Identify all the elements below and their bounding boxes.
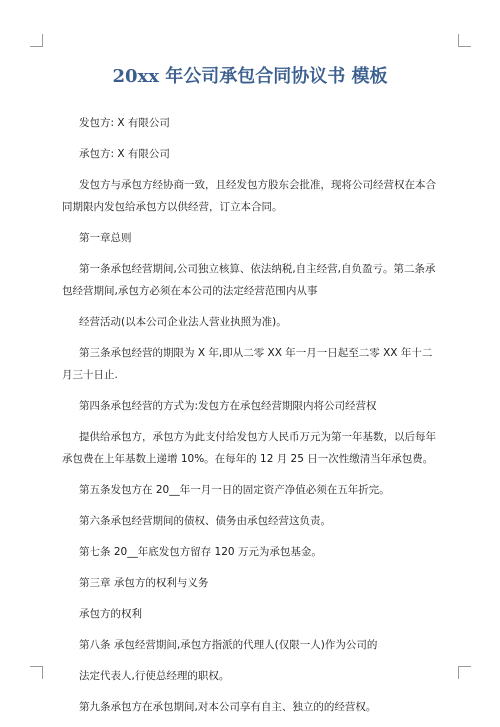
paragraph-article: 第四条承包经营的方式为:发包方在承包经营期限内将公司经营权 bbox=[79, 400, 377, 412]
document-title: 20xx 年公司承包合同协议书 模板 bbox=[112, 66, 388, 87]
chapter-heading: 第一章总则 bbox=[79, 232, 132, 244]
page-corner-mark-bottom-left bbox=[30, 666, 43, 679]
page-corner-mark-top-right bbox=[458, 34, 471, 47]
paragraph-contractee-party: 承包方: X 有限公司 bbox=[79, 148, 170, 160]
paragraph-contractor-party: 发包方: X 有限公司 bbox=[79, 117, 170, 129]
paragraph-article: 第一条承包经营期间,公司独立核算、依法纳税,自主经营,自负盈亏。第二条承包经营期间,承包方必须在本公司的法定经营范围内从事 bbox=[62, 263, 436, 297]
paragraph-article: 第六条承包经营期间的债权、债务由承包经营这负责。 bbox=[79, 515, 331, 527]
chapter-heading: 第三章 承包方的权利与义务 bbox=[79, 577, 209, 589]
page-corner-mark-top-left bbox=[30, 34, 43, 47]
paragraph-article: 第八条 承包经营期间,承包方指派的代理人(仅限一人)作为公司的 bbox=[79, 639, 378, 651]
section-heading: 承包方的权利 bbox=[79, 608, 142, 620]
paragraph-article: 第七条 20__年底发包方留存 120 万元为承包基金。 bbox=[79, 546, 322, 558]
paragraph-article: 提供给承包方，承包方为此支付给发包方人民币万元为第一年基数，以后每年承包费在上年基数上递增 10%。在每年的 12 月 25 日一次性缴清当年承包费。 bbox=[62, 431, 436, 465]
document-body bbox=[62, 112, 440, 727]
paragraph-preamble: 发包方与承包方经协商一致，且经发包方股东会批准，现将公司经营权在本合同期限内发包给承包方以供经营，订立本合同。 bbox=[62, 179, 436, 213]
paragraph-article: 法定代表人,行使总经理的职权。 bbox=[79, 670, 230, 682]
paragraph-article: 第五条发包方在 20__年一月一日的固定资产净值必须在五年折完。 bbox=[79, 484, 390, 496]
paragraph-article: 第九条承包方在承包期间,对本公司享有自主、独立的的经营权。 bbox=[79, 701, 377, 713]
paragraph-article: 第三条承包经营的期限为 X 年,即从二零 XX 年一月一日起至二零 XX 年十二月三十日止. bbox=[62, 347, 433, 381]
paragraph-article: 经营活动(以本公司企业法人营业执照为准)。 bbox=[79, 316, 287, 328]
page-corner-mark-bottom-right bbox=[458, 666, 471, 679]
